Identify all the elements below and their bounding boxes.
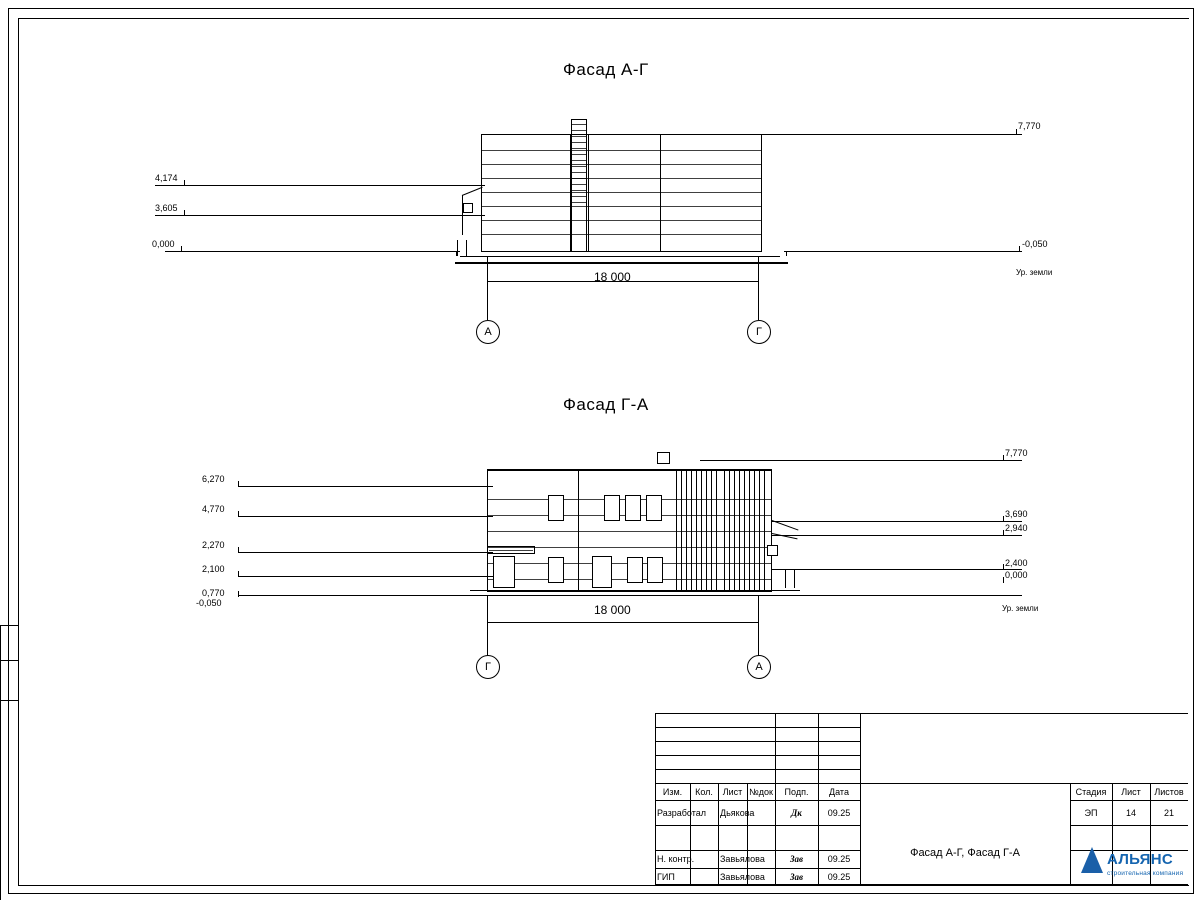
window: [625, 495, 641, 521]
stamp-role: Разработал: [657, 807, 706, 818]
wall-joint: [660, 134, 661, 252]
louvre-line: [691, 470, 692, 592]
company-subtitle: строительная компания: [1107, 870, 1184, 877]
margin-line-2: [0, 660, 18, 661]
wall-joint: [588, 134, 589, 252]
ladder-rung: [572, 190, 586, 191]
level-tick: [181, 246, 182, 252]
entrance-door: [493, 556, 515, 588]
window: [646, 495, 662, 521]
ladder-rung: [572, 154, 586, 155]
level-leader: [155, 215, 485, 216]
dimension-line: [487, 622, 758, 623]
level-leader: [700, 134, 1022, 135]
level-leader: [772, 535, 1022, 536]
level-label: -0,050: [1022, 239, 1048, 249]
company-logo-icon: [1081, 847, 1103, 873]
stamp-signature: Зав: [789, 871, 804, 882]
porch-canopy-line: [489, 550, 533, 551]
stamp-name: Завьялова: [720, 854, 765, 864]
louvre-line: [754, 470, 755, 592]
ladder-rung: [572, 196, 586, 197]
ground-strip: [470, 595, 800, 596]
title-block: [655, 713, 1188, 885]
margin-line-4: [0, 625, 1, 900]
wall-joint: [578, 470, 579, 592]
base-edge: [786, 252, 787, 256]
axis-bubble-left: Г: [476, 655, 500, 679]
level-tick: [238, 547, 239, 553]
roof-vent: [657, 452, 670, 464]
ground-line-left: [165, 251, 460, 252]
louvre-line: [759, 470, 760, 592]
stamp-name: Дьякова: [720, 807, 755, 818]
ladder-rung: [572, 172, 586, 173]
stamp-signature: Дк: [791, 807, 802, 818]
siding-line: [482, 234, 761, 235]
louvre-line: [729, 470, 730, 592]
level-leader: [238, 576, 493, 577]
ground-line-right: [784, 251, 1022, 252]
stamp-role: ГИП: [657, 871, 675, 882]
level-label: 2,100: [202, 564, 225, 574]
level-leader: [155, 185, 485, 186]
level-tick: [238, 571, 239, 577]
plinth-line: [455, 262, 788, 264]
louvre-line: [711, 470, 712, 592]
siding-line: [482, 164, 761, 165]
siding-line: [482, 150, 761, 151]
dimension-ext: [487, 595, 488, 643]
stamp-header-list: Лист: [722, 786, 743, 797]
small-window: [463, 203, 473, 213]
level-label: 3,605: [155, 203, 178, 213]
ground-line-right: [798, 595, 1022, 596]
louvre-line: [739, 470, 740, 592]
level-label: 2,270: [202, 540, 225, 550]
level-label: 0,770: [202, 588, 225, 598]
stamp-date: 09.25: [827, 871, 851, 882]
ladder-rung: [572, 142, 586, 143]
window: [627, 557, 643, 583]
stamp-list-value: 14: [1125, 807, 1136, 818]
dimension-text: 18 000: [594, 270, 631, 284]
level-tick: [1003, 577, 1004, 583]
level-label: 6,270: [202, 474, 225, 484]
axis-bubble-left: А: [476, 320, 500, 344]
ladder: [571, 119, 587, 252]
margin-line-3: [0, 700, 18, 701]
louvre-line: [749, 470, 750, 592]
stamp-lists-value: 21: [1163, 807, 1174, 818]
stamp-list-header: Лист: [1121, 786, 1141, 797]
ladder-rung: [572, 166, 586, 167]
louvre-line: [744, 470, 745, 592]
stamp-stage-header: Стадия: [1075, 786, 1107, 797]
window: [548, 495, 564, 521]
stamp-header-podp: Подп.: [784, 786, 809, 797]
louvre-line: [716, 470, 717, 592]
level-tick: [1003, 564, 1004, 570]
dimension-ext: [758, 595, 759, 643]
level-tick: [1003, 516, 1004, 522]
level-label: 2,940: [1005, 523, 1028, 533]
stamp-row: [655, 727, 860, 728]
stamp-sheet-title: Фасад А-Г, Фасад Г-А: [910, 847, 1020, 859]
louvre-line: [734, 470, 735, 592]
level-label: 4,174: [155, 173, 178, 183]
level-label: -0,050: [196, 598, 222, 608]
stamp-signature: Зав: [789, 854, 804, 864]
stamp-row: [655, 755, 860, 756]
elevation-top-title: Фасад А-Г: [563, 60, 649, 79]
dimension-ext: [758, 256, 759, 304]
stamp-header-izm: Изм.: [662, 786, 683, 797]
level-tick: [1016, 129, 1017, 135]
stamp-row: [1070, 825, 1188, 826]
stamp-role: Н. контр.: [657, 854, 695, 864]
ladder-rung: [572, 178, 586, 179]
elevation-bottom-title: Фасад Г-А: [563, 395, 649, 414]
siding-line: [482, 192, 761, 193]
level-tick: [238, 591, 239, 597]
ladder-rung: [572, 184, 586, 185]
stamp-stage-value: ЭП: [1084, 807, 1098, 818]
window: [647, 557, 663, 583]
entry-post: [457, 240, 458, 256]
roof-line: [487, 469, 772, 470]
ladder-rung: [572, 136, 586, 137]
axis-leader: [487, 304, 488, 320]
level-leader: [772, 569, 1022, 570]
level-tick: [1003, 530, 1004, 536]
level-leader: [238, 516, 493, 517]
canopy-post: [785, 570, 786, 588]
company-name: АЛЬЯНС: [1107, 851, 1173, 868]
window: [548, 557, 564, 583]
axis-bubble-right: Г: [747, 320, 771, 344]
stamp-date: 09.25: [827, 854, 851, 864]
margin-line-1: [0, 625, 18, 626]
stamp-header-kol: Кол.: [695, 786, 713, 797]
level-label: 0,000: [1005, 570, 1028, 580]
canopy-post: [794, 570, 795, 588]
louvre-line: [696, 470, 697, 592]
ground-note: Ур. земли: [1002, 604, 1039, 613]
window: [604, 495, 620, 521]
level-label: 7,770: [1005, 448, 1028, 458]
stamp-header-data: Дата: [829, 786, 849, 797]
ladder-rung: [572, 160, 586, 161]
small-window: [767, 545, 778, 556]
dimension-ext: [487, 256, 488, 304]
louvre-line: [686, 470, 687, 592]
stamp-row: [655, 825, 860, 826]
siding-line: [482, 178, 761, 179]
louvre-line: [764, 470, 765, 592]
level-leader: [772, 521, 1022, 522]
stamp-row: [655, 741, 860, 742]
stamp-header-doc: №док: [749, 786, 773, 797]
level-tick: [184, 180, 185, 186]
stamp-border: [655, 713, 1188, 714]
level-tick: [238, 481, 239, 487]
ladder-rung: [572, 148, 586, 149]
level-label: 0,000: [152, 239, 175, 249]
stamp-lists-header: Листов: [1154, 786, 1184, 797]
base-line: [460, 256, 780, 257]
level-label: 4,770: [202, 504, 225, 514]
siding-line: [482, 206, 761, 207]
louvre-line: [701, 470, 702, 592]
level-tick: [184, 210, 185, 216]
stamp-date: 09.25: [827, 807, 851, 818]
entry-post: [466, 240, 467, 256]
level-tick: [238, 511, 239, 517]
ladder-rung: [572, 202, 586, 203]
level-tick: [1003, 455, 1004, 461]
dimension-text: 18 000: [594, 603, 631, 617]
stamp-row: [655, 769, 860, 770]
level-label: 2,400: [1005, 558, 1028, 568]
level-label: 3,690: [1005, 509, 1028, 519]
siding-line: [482, 220, 761, 221]
entrance-door: [592, 556, 612, 588]
level-leader: [700, 460, 1022, 461]
axis-bubble-right: А: [747, 655, 771, 679]
axis-leader: [758, 304, 759, 320]
level-leader: [238, 486, 493, 487]
ladder-rung: [572, 130, 586, 131]
louvre-line: [681, 470, 682, 592]
level-label: 7,770: [1018, 121, 1041, 131]
plinth-line: [470, 590, 800, 591]
level-leader: [238, 552, 493, 553]
ground-note: Ур. земли: [1016, 268, 1053, 277]
ground-line-left: [238, 595, 473, 596]
stamp-name: Завьялова: [720, 871, 765, 882]
louvre-line: [706, 470, 707, 592]
ladder-rung: [572, 124, 586, 125]
level-tick: [1019, 246, 1020, 252]
